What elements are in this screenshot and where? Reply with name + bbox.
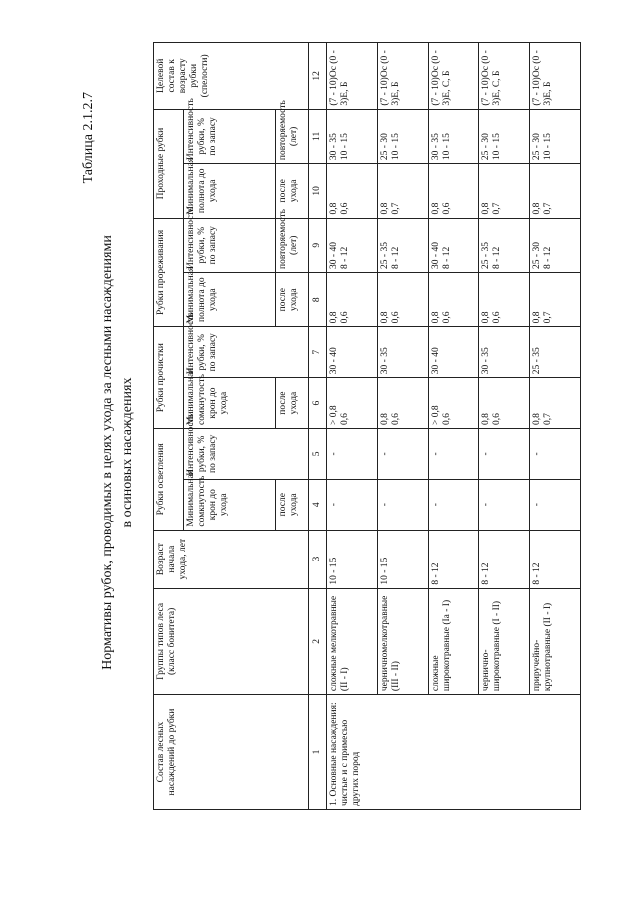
- cell-c9: 30 - 40 8 - 12: [428, 218, 479, 272]
- cell-c9: 25 - 30 8 - 12: [530, 218, 581, 272]
- forest-group-cell: сложные мелкотравные (II - I): [327, 588, 378, 694]
- cell-c8: 0,8 0,6: [428, 272, 479, 326]
- header-composition: Состав лесных насаждений до рубки: [154, 695, 309, 810]
- header-row-1: [154, 43, 184, 810]
- cell-c7: 25 - 35: [530, 327, 581, 378]
- header-forest-group: Группы типов леса (класс бонитета): [154, 588, 309, 694]
- cell-c5: -: [377, 428, 428, 479]
- cell-c9: 30 - 40 8 - 12: [327, 218, 378, 272]
- table-row: [327, 43, 378, 810]
- header-target-composition: Целевой состав к возрасту рубки (спелости): [154, 43, 309, 110]
- sub-repeat-1: повторяемость (лет): [276, 218, 309, 272]
- header-min-closure-1: Минимальная сомкнутость крон до ухода: [184, 479, 276, 530]
- cell-c5: -: [479, 428, 530, 479]
- header-intensity-2: Интенсивность рубки, % по запасу: [184, 327, 309, 378]
- col-number: 10: [309, 164, 327, 218]
- age-cell: 10 - 15: [327, 530, 378, 588]
- cell-c4: -: [479, 479, 530, 530]
- col-number: 9: [309, 218, 327, 272]
- cell-c11: 25 - 30 10 - 15: [479, 109, 530, 163]
- cell-c9: 25 - 35 8 - 12: [479, 218, 530, 272]
- cell-c11: 30 - 35 10 - 15: [428, 109, 479, 163]
- cell-c10: 0,8 0,7: [530, 164, 581, 218]
- cell-c7: 30 - 35: [377, 327, 428, 378]
- forest-group-cell: черничномелкотравные (III - II): [377, 588, 428, 694]
- cell-c6: > 0,8 0,6: [428, 378, 479, 429]
- age-cell: 8 - 12: [428, 530, 479, 588]
- page-title: Нормативы рубок, проводимых в целях ухода за лесными насаждениями: [100, 235, 115, 670]
- col-number: 6: [309, 378, 327, 429]
- cell-c7: 30 - 40: [428, 327, 479, 378]
- cell-c10: 0,8 0,6: [428, 164, 479, 218]
- cell-c12: (7 - 10)Ос (0 - 3)Е, Б: [327, 43, 378, 110]
- table-row: [530, 43, 581, 810]
- age-cell: 8 - 12: [530, 530, 581, 588]
- header-prorezhivanie: Рубки прореживания: [154, 218, 184, 327]
- norms-table: [153, 42, 581, 810]
- col-number: 3: [309, 530, 327, 588]
- cell-c5: -: [327, 428, 378, 479]
- header-prohodnye: Проходные рубки: [154, 109, 184, 218]
- cell-c5: -: [530, 428, 581, 479]
- table-row: [479, 43, 530, 810]
- col-number: 8: [309, 272, 327, 326]
- cell-c4: -: [428, 479, 479, 530]
- cell-c11: 25 - 30 10 - 15: [530, 109, 581, 163]
- age-cell: 8 - 12: [479, 530, 530, 588]
- sub-after-care-3: после ухода: [276, 272, 309, 326]
- cell-c8: 0,8 0,7: [530, 272, 581, 326]
- cell-c12: (7 - 10)Ос (0 - 3)Е, Б: [377, 43, 428, 110]
- cell-c9: 25 - 35 8 - 12: [377, 218, 428, 272]
- cell-c10: 0,8 0,7: [479, 164, 530, 218]
- cell-c7: 30 - 40: [327, 327, 378, 378]
- cell-c6: 0,8 0,6: [479, 378, 530, 429]
- cell-c8: 0,8 0,6: [327, 272, 378, 326]
- cell-c10: 0,8 0,7: [377, 164, 428, 218]
- cell-c11: 30 - 35 10 - 15: [327, 109, 378, 163]
- cell-c5: -: [428, 428, 479, 479]
- sub-after-care-2: после ухода: [276, 378, 309, 429]
- forest-group-cell: чернично-широкотравные (I - II): [479, 588, 530, 694]
- age-cell: 10 - 15: [377, 530, 428, 588]
- col-number: 11: [309, 109, 327, 163]
- cell-c4: -: [377, 479, 428, 530]
- header-min-closure-2: Минимальная сомкнутость крон до ухода: [184, 378, 276, 429]
- sub-after-care-4: после ухода: [276, 164, 309, 218]
- col-number: 4: [309, 479, 327, 530]
- cell-c7: 30 - 35: [479, 327, 530, 378]
- header-intensity-4: Интенсивность рубки, % по запасу: [184, 109, 276, 163]
- cell-c4: -: [327, 479, 378, 530]
- composition-cell: 1. Основные насаждения: чистые и с примесью других пород: [327, 695, 581, 810]
- col-number: 5: [309, 428, 327, 479]
- col-number: 1: [309, 695, 327, 810]
- forest-group-cell: сложные широкотравные (Ia - I): [428, 588, 479, 694]
- col-number: 7: [309, 327, 327, 378]
- table-row: [428, 43, 479, 810]
- cell-c11: 25 - 30 10 - 15: [377, 109, 428, 163]
- header-min-density-1: Минимальная полнота до ухода: [184, 272, 276, 326]
- sub-repeat-2: повторяемость (лет): [276, 109, 309, 163]
- table-label: Таблица 2.1.2.7: [81, 92, 96, 184]
- col-number: 2: [309, 588, 327, 694]
- table-row: [377, 43, 428, 810]
- sub-after-care-1: после ухода: [276, 479, 309, 530]
- cell-c8: 0,8 0,6: [479, 272, 530, 326]
- header-start-age: Возраст начала ухода, лет: [154, 530, 309, 588]
- cell-c6: 0,8 0,6: [377, 378, 428, 429]
- header-prochistka: Рубки прочистки: [154, 327, 184, 429]
- cell-c6: 0,8 0,7: [530, 378, 581, 429]
- page-subtitle: в осиновых насаждениях: [120, 377, 135, 528]
- cell-c8: 0,8 0,6: [377, 272, 428, 326]
- cell-c6: > 0,8 0,6: [327, 378, 378, 429]
- header-intensity-1: Интенсивность рубки, % по запасу: [184, 428, 309, 479]
- cell-c12: (7 - 10)Ос (0 - 3)Е, Б: [530, 43, 581, 110]
- header-intensity-3: Интенсивность рубки, % по запасу: [184, 218, 276, 272]
- cell-c12: (7 - 10)Ос (0 - 3)Е, С, Б: [428, 43, 479, 110]
- cell-c4: -: [530, 479, 581, 530]
- cell-c10: 0,8 0,6: [327, 164, 378, 218]
- header-min-density-2: Минимальная полнота до ухода: [184, 164, 276, 218]
- column-numbers-row: [309, 43, 327, 810]
- cell-c12: (7 - 10)Ос (0 - 3)Е, С, Б: [479, 43, 530, 110]
- header-osvetlenie: Рубки осветления: [154, 428, 184, 530]
- col-number: 12: [309, 43, 327, 110]
- forest-group-cell: приручейно-крупнотравные (II - I): [530, 588, 581, 694]
